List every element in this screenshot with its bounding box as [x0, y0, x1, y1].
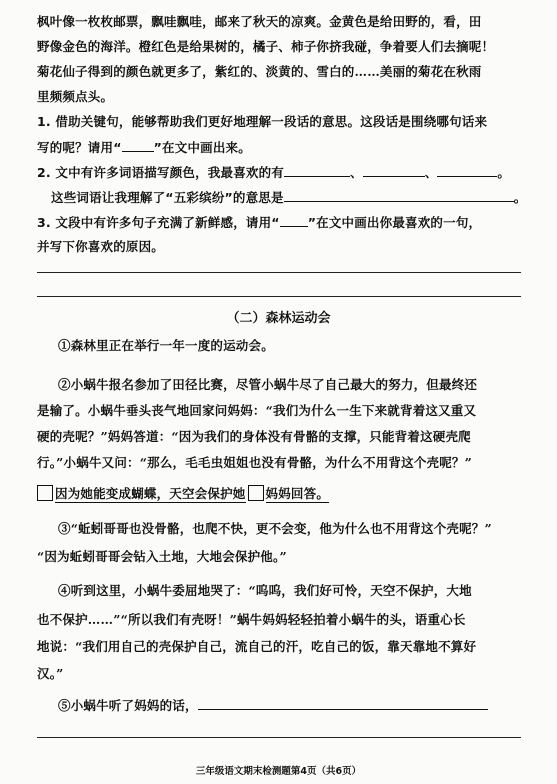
question-1-text-a: 写的呢？请用“ — [37, 140, 122, 155]
paragraph-2-line-1: ②小蜗牛报名参加了田径比赛，尽管小蜗牛尽了自己最大的努力，但最终还 — [58, 377, 478, 392]
underline-marker-sample — [122, 139, 154, 152]
answer-blank-color-3[interactable] — [437, 164, 497, 177]
punctuation-box-1[interactable] — [37, 485, 53, 501]
paragraph-5 — [58, 697, 488, 714]
paragraph-2-line-3: 硬的壳呢？”妈妈答道：“因为我们的身体没有骨骼的支撑，只能背着这硬壳爬 — [37, 429, 471, 444]
question-2-text-b: 这些词语让我理解了“五彩缤纷”的意思是 — [51, 190, 284, 205]
question-1-text-b: ”在文中画出来。 — [153, 140, 251, 155]
question-1-line-1: 1. 借助关键句，能够帮助我们更好地理解一段话的意思。这段话是围绕哪句话来 — [37, 114, 488, 129]
section-title: （二）森林运动会 — [226, 311, 331, 326]
answer-blank-color-2[interactable] — [363, 164, 425, 177]
underlined-sentence: 因为她能变成蝴蝶，天空会保护她 — [55, 486, 246, 501]
answer-blank-color-1[interactable] — [284, 164, 350, 177]
period: 。 — [497, 165, 511, 180]
paragraph-4-line-4: 汉。” — [37, 666, 64, 681]
punctuation-box-2[interactable] — [248, 485, 264, 501]
answer-line-1[interactable] — [37, 272, 521, 273]
period: 。 — [513, 190, 527, 205]
passage-line-4: 里频频点头。 — [37, 89, 114, 104]
question-3-line-2: 并写下你喜欢的原因。 — [37, 239, 165, 254]
underlined-text: 妈妈回答。 — [265, 486, 330, 501]
page-footer: 三年级语文期末检测题第4页（共6页） — [195, 766, 362, 777]
paragraph-3-line-2: “因为蚯蚓哥哥会钻入土地，大地会保护他。” — [37, 549, 287, 564]
question-2-line-2 — [51, 189, 526, 206]
answer-line-3[interactable] — [37, 737, 521, 738]
separator: 、 — [424, 165, 438, 180]
underline-marker-sample — [280, 214, 308, 227]
answer-blank-continue-story[interactable] — [198, 697, 488, 710]
passage-line-1: 枫叶像一枚枚邮票，飘哇飘哇，邮来了秋天的凉爽。金黄色是给田野的，看，田 — [37, 14, 482, 29]
passage-line-3: 菊花仙子得到的颜色就更多了，紫红的、淡黄的、雪白的……美丽的菊花在秋雨 — [37, 64, 482, 79]
paragraph-4-line-2: 也不保护……”“所以我们有壳呀！”蜗牛妈妈轻轻拍着小蜗牛的头，语重心长 — [37, 612, 466, 627]
paragraph-2-line-2: 是输了。小蜗牛垂头丧气地回家问妈妈：“我们为什么一生下来就背着这又重又 — [37, 403, 477, 418]
paragraph-2-line-4: 行。”小蜗牛又问：“那么，毛毛虫姐姐也没有骨骼，为什么不用背这个壳呢？” — [37, 455, 473, 470]
paragraph-1: ①森林里正在举行一年一度的运动会。 — [58, 338, 274, 353]
question-3-text-b: ”在文中画出你最喜欢的一句， — [307, 215, 482, 230]
paragraph-3-line-1: ③“蚯蚓哥哥也没骨骼，也爬不快，更不会变，他为什么也不用背这个壳呢？” — [58, 521, 492, 536]
passage-line-2: 野像金色的海洋。橙红色是给果树的，橘子、柿子你挤我碰，争着要人们去摘呢！ — [37, 39, 495, 54]
question-3-text-a: 3. 文段中有许多句子充满了新鲜感，请用“ — [37, 215, 280, 230]
paragraph-4-line-3: 地说：“我们用自己的壳保护自己，流自己的汗，吃自己的饭，靠天靠地不算好 — [37, 639, 477, 654]
paragraph-5-text: ⑤小蜗牛听了妈妈的话， — [58, 698, 198, 713]
answer-line-2[interactable] — [37, 296, 521, 297]
question-3-line-1 — [37, 214, 481, 231]
question-2-line-1 — [37, 164, 510, 181]
paragraph-2-line-5 — [37, 485, 329, 502]
paragraph-4-line-1: ④听到这里，小蜗牛委屈地哭了：“呜呜，我们好可怜，天空不保护，大地 — [58, 583, 472, 598]
question-2-text-a: 2. 文中有许多词语描写颜色，我最喜欢的有 — [37, 165, 284, 180]
answer-blank-meaning[interactable] — [284, 189, 514, 202]
separator: 、 — [350, 165, 363, 180]
question-1-line-2 — [37, 139, 251, 156]
